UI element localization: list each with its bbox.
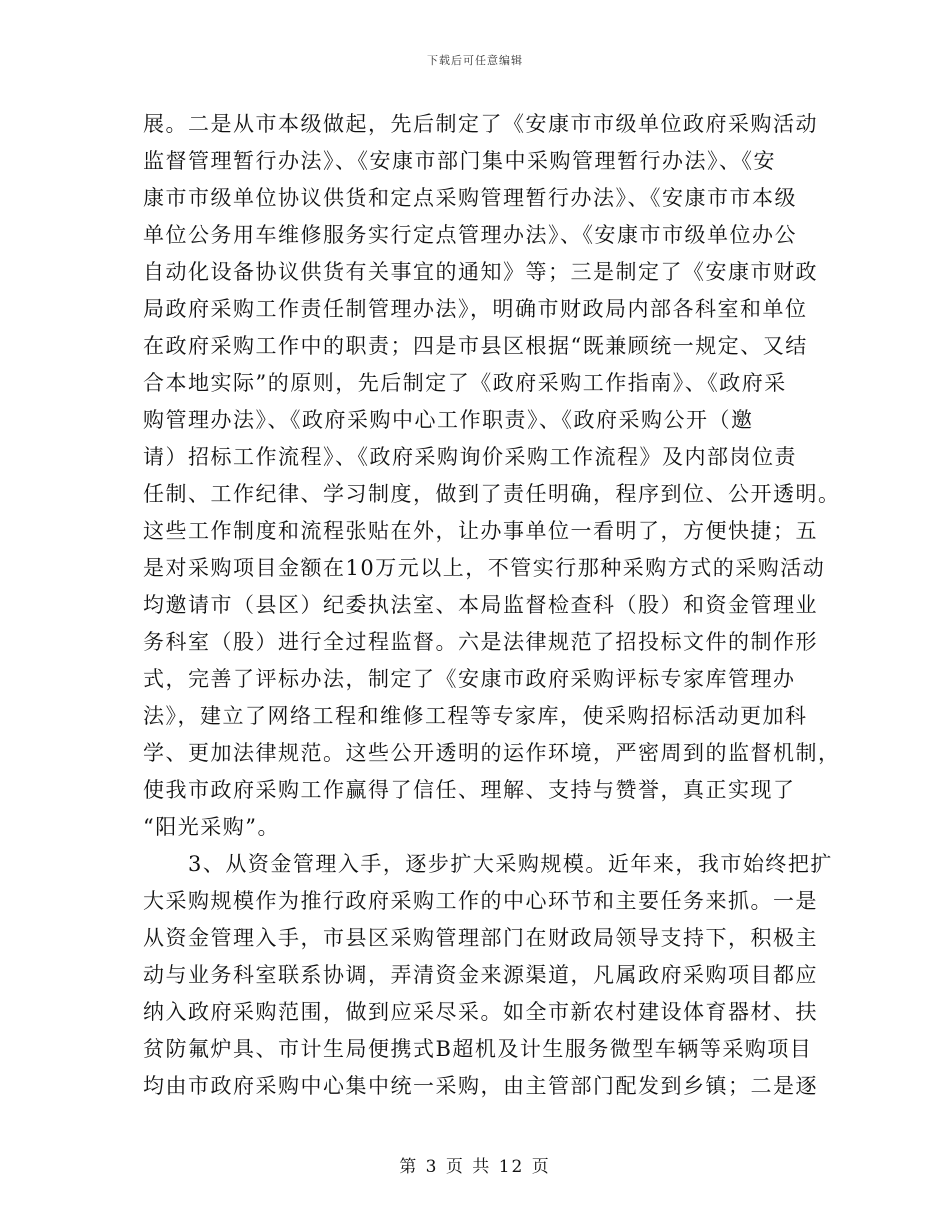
text-line: 购管理办法》、《政府采购中心工作职责》、《政府采购公开（邀: [143, 408, 754, 432]
text-line: 自动化设备协议供货有关事宜的通知》等；三是制定了《安康市财政: [143, 260, 818, 284]
text-line: 3、从资金管理入手，逐步扩大采购规模。近年来，我市始终把扩: [143, 852, 833, 876]
text-line: 这些工作制度和流程张贴在外，让办事单位一看明了，方便快捷；五: [143, 519, 818, 543]
text-line: “阳光采购”。: [143, 815, 280, 839]
text-line: 局政府采购工作责任制管理办法》，明确市财政局内部各科室和单位: [143, 297, 808, 321]
text-line: 任制、工作纪律、学习制度，做到了责任明确，程序到位、公开透明。: [143, 482, 841, 506]
document-body: [143, 106, 841, 1105]
text-line: 单位公务用车维修服务实行定点管理办法》、《安康市市级单位办公: [143, 223, 797, 247]
text-line: 是对采购项目金额在10万元以上，不管实行那种采购方式的采购活动: [143, 556, 826, 580]
text-line: 均由市政府采购中心集中统一采购，由主管部门配发到乡镇；二是逐: [143, 1074, 818, 1098]
text-line: 合本地实际”的原则，先后制定了《政府采购工作指南》、《政府采: [143, 371, 787, 395]
text-line: 展。二是从市本级做起，先后制定了《安康市市级单位政府采购活动: [143, 112, 818, 136]
text-line: 在政府采购工作中的职责；四是市县区根据“既兼顾统一规定、又结: [143, 334, 808, 358]
text-line: 式，完善了评标办法，制定了《安康市政府采购评标专家库管理办: [143, 667, 796, 691]
text-line: 请）招标工作流程》、《政府采购询价采购工作流程》及内部岗位责: [143, 445, 797, 469]
text-line: 大采购规模作为推行政府采购工作的中心环节和主要任务来抓。一是: [143, 889, 818, 913]
text-line: 动与业务科室联系协调，弄清资金来源渠道，凡属政府采购项目都应: [143, 963, 818, 987]
page-number-footer: 第 3 页 共 12 页: [399, 1157, 551, 1177]
text-line: 均邀请市（县区）纪委执法室、本局监督检查科（股）和资金管理业: [143, 593, 818, 617]
text-line: 纳入政府采购范围，做到应采尽采。如全市新农村建设体育器材、扶: [143, 1000, 818, 1024]
text-line: 监督管理暂行办法》、《安康市部门集中采购管理暂行办法》、《安: [143, 149, 776, 173]
text-line: 康市市级单位协议供货和定点采购管理暂行办法》、《安康市市本级: [143, 186, 797, 210]
text-line: 贫防氟炉具、市计生局便携式B超机及计生服务微型车辆等采购项目: [143, 1037, 813, 1061]
text-line: 使我市政府采购工作赢得了信任、理解、支持与赞誉，真正实现了: [143, 778, 796, 802]
text-line: 法》，建立了网络工程和维修工程等专家库，使采购招标活动更加科: [143, 704, 808, 728]
page-header: 下载后可任意编辑: [427, 54, 523, 67]
text-line: 学、更加法律规范。这些公开透明的运作环境，严密周到的监督机制，: [143, 741, 841, 765]
text-line: 务科室（股）进行全过程监督。六是法律规范了招投标文件的制作形: [143, 630, 818, 654]
text-line: 从资金管理入手，市县区采购管理部门在财政局领导支持下，积极主: [143, 926, 818, 950]
